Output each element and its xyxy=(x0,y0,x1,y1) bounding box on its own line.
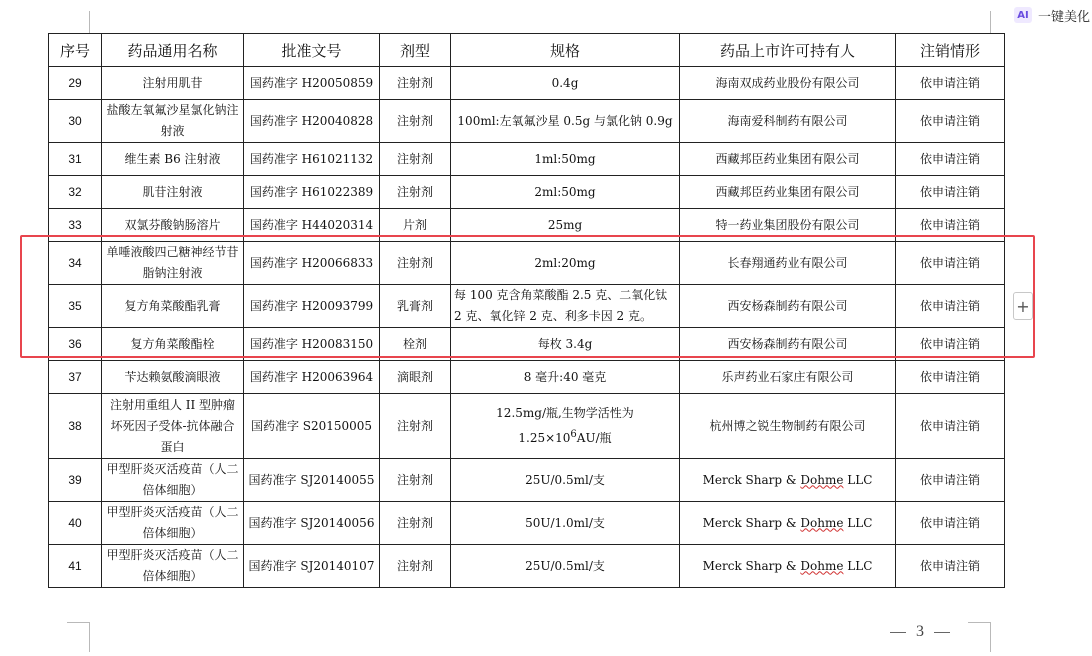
cell-dosage-form: 注射剂 xyxy=(380,176,451,209)
cell-license-holder: 海南双成药业股份有限公司 xyxy=(680,67,896,100)
cell-cancellation-status: 依申请注销 xyxy=(896,459,1005,502)
cell-cancellation-status: 依申请注销 xyxy=(896,242,1005,285)
cell-cancellation-status: 依申请注销 xyxy=(896,285,1005,328)
cell-license-holder: 特一药业集团股份有限公司 xyxy=(680,209,896,242)
cell-drug-name: 维生素 B6 注射液 xyxy=(102,143,244,176)
cell-specification: 8 毫升:40 毫克 xyxy=(451,361,680,394)
cell-license-holder: 西安杨森制药有限公司 xyxy=(680,328,896,361)
cell-license-holder: 西藏邦臣药业集团有限公司 xyxy=(680,176,896,209)
table-row xyxy=(49,394,1005,459)
page-corner-mark xyxy=(89,622,90,652)
cell-license-holder: 海南爱科制药有限公司 xyxy=(680,100,896,143)
holder-text: LLC xyxy=(843,515,873,530)
page-corner-mark xyxy=(67,622,89,623)
cell-drug-name: 甲型肝炎灭活疫苗（人二倍体细胞） xyxy=(102,545,244,588)
table-row xyxy=(49,545,1005,588)
ai-beautify-button[interactable] xyxy=(1010,4,1092,26)
cell-drug-name: 双氯芬酸钠肠溶片 xyxy=(102,209,244,242)
cell-specification: 0.4g xyxy=(451,67,680,100)
cell-license-holder: 西安杨森制药有限公司 xyxy=(680,285,896,328)
table-row xyxy=(49,176,1005,209)
holder-text: LLC xyxy=(843,472,873,487)
table-row xyxy=(49,502,1005,545)
ai-icon: AI xyxy=(1014,7,1032,23)
cell-approval-number: 国药准字 SJ20140107 xyxy=(244,545,380,588)
cell-dosage-form: 注射剂 xyxy=(380,143,451,176)
cell-cancellation-status: 依申请注销 xyxy=(896,394,1005,459)
cell-license-holder xyxy=(680,459,896,502)
spellcheck-word: Dohme xyxy=(800,558,844,573)
header-specification: 规格 xyxy=(451,34,680,67)
cell-specification: 2ml:50mg xyxy=(451,176,680,209)
table-row xyxy=(49,100,1005,143)
cell-serial-no: 32 xyxy=(49,176,102,209)
cell-serial-no: 30 xyxy=(49,100,102,143)
cell-drug-name: 复方角菜酸酯乳膏 xyxy=(102,285,244,328)
cell-dosage-form: 栓剂 xyxy=(380,328,451,361)
cell-drug-name: 甲型肝炎灭活疫苗（人二倍体细胞） xyxy=(102,459,244,502)
cell-approval-number: 国药准字 SJ20140055 xyxy=(244,459,380,502)
cell-drug-name: 注射用肌苷 xyxy=(102,67,244,100)
table-row xyxy=(49,328,1005,361)
cell-approval-number: 国药准字 H20066833 xyxy=(244,242,380,285)
cell-license-holder: 长春翔通药业有限公司 xyxy=(680,242,896,285)
cell-dosage-form: 注射剂 xyxy=(380,394,451,459)
spec-text: AU/瓶 xyxy=(576,431,612,445)
cell-specification: 25U/0.5ml/支 xyxy=(451,459,680,502)
cell-drug-name: 盐酸左氧氟沙星氯化钠注射液 xyxy=(102,100,244,143)
page-corner-mark xyxy=(968,622,990,623)
cell-serial-no: 41 xyxy=(49,545,102,588)
cell-cancellation-status: 依申请注销 xyxy=(896,100,1005,143)
header-serial-no: 序号 xyxy=(49,34,102,67)
cell-cancellation-status: 依申请注销 xyxy=(896,176,1005,209)
table-row xyxy=(49,242,1005,285)
cell-cancellation-status: 依申请注销 xyxy=(896,143,1005,176)
cell-approval-number: 国药准字 H20093799 xyxy=(244,285,380,328)
spellcheck-word: Dohme xyxy=(800,515,844,530)
cell-cancellation-status: 依申请注销 xyxy=(896,67,1005,100)
cell-license-holder: 西藏邦臣药业集团有限公司 xyxy=(680,143,896,176)
header-drug-name: 药品通用名称 xyxy=(102,34,244,67)
table-row xyxy=(49,361,1005,394)
cell-specification: 每枚 3.4g xyxy=(451,328,680,361)
cell-approval-number: 国药准字 H20050859 xyxy=(244,67,380,100)
cell-dosage-form: 注射剂 xyxy=(380,459,451,502)
holder-text: Merck Sharp & xyxy=(702,515,801,530)
cell-serial-no: 39 xyxy=(49,459,102,502)
cell-approval-number: 国药准字 H20063964 xyxy=(244,361,380,394)
add-row-button[interactable]: + xyxy=(1013,292,1033,320)
table-row xyxy=(49,209,1005,242)
cell-dosage-form: 注射剂 xyxy=(380,100,451,143)
header-license-holder: 药品上市许可持有人 xyxy=(680,34,896,67)
page-corner-mark xyxy=(990,622,991,652)
table-header-row xyxy=(49,34,1005,67)
cell-cancellation-status: 依申请注销 xyxy=(896,209,1005,242)
cell-approval-number: 国药准字 H44020314 xyxy=(244,209,380,242)
cell-serial-no: 38 xyxy=(49,394,102,459)
cell-dosage-form: 注射剂 xyxy=(380,545,451,588)
cell-approval-number: 国药准字 SJ20140056 xyxy=(244,502,380,545)
holder-text: Merck Sharp & xyxy=(702,558,801,573)
cell-drug-name: 单唾液酸四己糖神经节苷脂钠注射液 xyxy=(102,242,244,285)
cell-specification: 每 100 克含角菜酸酯 2.5 克、二氧化钛 2 克、氧化锌 2 克、利多卡因 2 克。 xyxy=(451,285,680,328)
holder-text: LLC xyxy=(843,558,873,573)
header-cancellation-status: 注销情形 xyxy=(896,34,1005,67)
cell-specification: 100ml:左氧氟沙星 0.5g 与氯化钠 0.9g xyxy=(451,100,680,143)
drug-cancellation-table xyxy=(48,33,1005,588)
page-corner-mark xyxy=(89,11,90,33)
cell-dosage-form: 片剂 xyxy=(380,209,451,242)
cell-drug-name: 复方角菜酸酯栓 xyxy=(102,328,244,361)
page-number-dash xyxy=(934,632,950,633)
cell-dosage-form: 滴眼剂 xyxy=(380,361,451,394)
cell-approval-number: 国药准字 H61022389 xyxy=(244,176,380,209)
cell-serial-no: 34 xyxy=(49,242,102,285)
cell-license-holder xyxy=(680,545,896,588)
table-row xyxy=(49,67,1005,100)
cell-license-holder xyxy=(680,502,896,545)
cell-specification xyxy=(451,394,680,459)
cell-specification: 50U/1.0ml/支 xyxy=(451,502,680,545)
spellcheck-word: Dohme xyxy=(800,472,844,487)
cell-specification: 25U/0.5ml/支 xyxy=(451,545,680,588)
cell-approval-number: 国药准字 H20083150 xyxy=(244,328,380,361)
cell-serial-no: 29 xyxy=(49,67,102,100)
cell-serial-no: 31 xyxy=(49,143,102,176)
cell-dosage-form: 注射剂 xyxy=(380,67,451,100)
cell-drug-name: 苄达赖氨酸滴眼液 xyxy=(102,361,244,394)
cell-dosage-form: 注射剂 xyxy=(380,242,451,285)
cell-license-holder: 乐声药业石家庄有限公司 xyxy=(680,361,896,394)
page-corner-mark xyxy=(990,11,991,33)
cell-dosage-form: 乳膏剂 xyxy=(380,285,451,328)
cell-drug-name: 甲型肝炎灭活疫苗（人二倍体细胞） xyxy=(102,502,244,545)
cell-approval-number: 国药准字 S20150005 xyxy=(244,394,380,459)
page-number-value: 3 xyxy=(916,623,924,640)
table-row xyxy=(49,459,1005,502)
cell-serial-no: 35 xyxy=(49,285,102,328)
spec-text: 12.5mg/瓶,生物学活性为 1.25×10 xyxy=(496,406,634,445)
cell-approval-number: 国药准字 H61021132 xyxy=(244,143,380,176)
holder-text: Merck Sharp & xyxy=(702,472,801,487)
page-number-dash xyxy=(890,632,906,633)
cell-serial-no: 33 xyxy=(49,209,102,242)
cell-cancellation-status: 依申请注销 xyxy=(896,328,1005,361)
table-row xyxy=(49,285,1005,328)
cell-serial-no: 36 xyxy=(49,328,102,361)
cell-serial-no: 37 xyxy=(49,361,102,394)
cell-serial-no: 40 xyxy=(49,502,102,545)
cell-dosage-form: 注射剂 xyxy=(380,502,451,545)
cell-drug-name: 肌苷注射液 xyxy=(102,176,244,209)
cell-license-holder: 杭州博之锐生物制药有限公司 xyxy=(680,394,896,459)
cell-approval-number: 国药准字 H20040828 xyxy=(244,100,380,143)
ai-beautify-label: 一键美化 xyxy=(1038,9,1091,25)
cell-cancellation-status: 依申请注销 xyxy=(896,502,1005,545)
cell-drug-name: 注射用重组人 II 型肿瘤坏死因子受体-抗体融合蛋白 xyxy=(102,394,244,459)
cell-specification: 1ml:50mg xyxy=(451,143,680,176)
table-row xyxy=(49,143,1005,176)
header-dosage-form: 剂型 xyxy=(380,34,451,67)
spec-exponent: 6 xyxy=(570,429,577,440)
cell-specification: 25mg xyxy=(451,209,680,242)
cell-specification: 2ml:20mg xyxy=(451,242,680,285)
cell-cancellation-status: 依申请注销 xyxy=(896,545,1005,588)
cell-cancellation-status: 依申请注销 xyxy=(896,361,1005,394)
page-number xyxy=(880,620,960,644)
header-approval-number: 批准文号 xyxy=(244,34,380,67)
